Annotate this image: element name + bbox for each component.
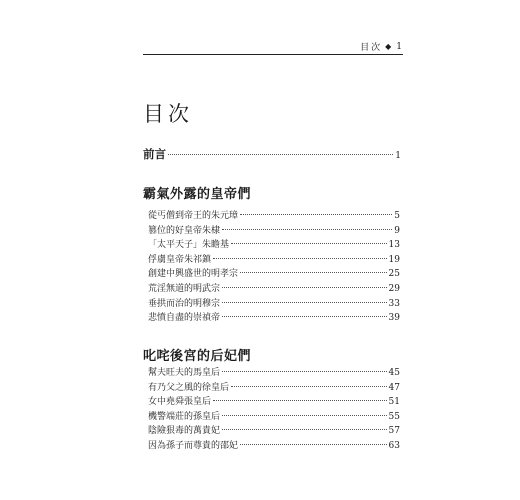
toc-list-emperors xyxy=(148,208,400,325)
toc-title: 目次 xyxy=(143,102,193,126)
toc-entry-page: 63 xyxy=(388,440,400,451)
toc-entry-page: 55 xyxy=(388,411,400,422)
dot-leader xyxy=(222,302,387,303)
toc-entry-label: 篡位的好皇帝朱棣 xyxy=(148,225,221,236)
toc-entry-label: 垂拱而治的明穆宗 xyxy=(148,298,221,309)
toc-entry[interactable] xyxy=(148,296,400,311)
toc-entry[interactable] xyxy=(148,438,400,453)
toc-entry-label: 因為孫子而尊貴的邵妃 xyxy=(148,440,239,451)
toc-entry[interactable] xyxy=(148,223,400,238)
header-rule xyxy=(143,54,403,55)
running-head-page-number: 1 xyxy=(396,41,404,52)
toc-entry-page: 39 xyxy=(388,313,400,324)
toc-entry[interactable] xyxy=(148,252,400,267)
dot-leader xyxy=(231,243,387,244)
toc-entry-page: 47 xyxy=(388,382,400,393)
toc-entry-page: 25 xyxy=(388,269,400,280)
toc-entry-page: 57 xyxy=(388,426,400,437)
dot-leader xyxy=(231,386,387,387)
toc-entry-label: 前言 xyxy=(143,147,166,161)
toc-entry[interactable] xyxy=(148,310,400,325)
toc-entry-label: 有乃父之風的徐皇后 xyxy=(148,382,230,393)
toc-entry[interactable] xyxy=(148,237,400,252)
dot-leader xyxy=(213,400,387,401)
dot-leader xyxy=(222,429,387,430)
toc-entry-page: 33 xyxy=(388,298,400,309)
toc-entry-page: 29 xyxy=(388,283,400,294)
toc-entry[interactable] xyxy=(148,281,400,296)
toc-entry-page: 9 xyxy=(394,225,400,236)
diamond-ornament-icon: ◆ xyxy=(385,42,394,51)
toc-entry[interactable] xyxy=(148,266,400,281)
toc-entry-page: 13 xyxy=(388,240,400,251)
toc-entry-label: 幫夫旺夫的馬皇后 xyxy=(148,368,221,378)
toc-entry-label: 機警端莊的孫皇后 xyxy=(148,411,221,422)
toc-entry-page: 1 xyxy=(395,151,401,161)
toc-entry-page: 51 xyxy=(388,397,400,408)
toc-entry-label: 悲憤自盡的崇禎帝 xyxy=(148,313,221,324)
toc-entry-page: 45 xyxy=(388,368,400,378)
toc-entry-label: 俘虜皇帝朱祁鎮 xyxy=(148,254,212,265)
dot-leader xyxy=(222,371,387,372)
dot-leader xyxy=(213,258,387,259)
toc-entry-label: 從丐僧到帝王的朱元璋 xyxy=(148,211,239,221)
toc-entry-label: 創建中興盛世的明孝宗 xyxy=(148,269,239,280)
toc-entry-page: 19 xyxy=(388,254,400,265)
toc-entry-label: 「太平天子」朱瞻基 xyxy=(148,240,230,251)
running-head xyxy=(360,40,404,53)
toc-entry-label: 荒淫無道的明武宗 xyxy=(148,283,221,294)
dot-leader xyxy=(222,415,387,416)
dot-leader xyxy=(222,287,387,288)
toc-entry-page: 5 xyxy=(394,211,400,221)
dot-leader xyxy=(240,272,387,273)
dot-leader xyxy=(222,316,387,317)
toc-list-consorts xyxy=(148,365,400,453)
toc-entry[interactable] xyxy=(148,394,400,409)
toc-entry-preface[interactable] xyxy=(143,146,401,162)
toc-entry-label: 女中堯舜張皇后 xyxy=(148,397,212,408)
toc-entry[interactable] xyxy=(148,380,400,395)
toc-entry-label: 陰險狠毒的萬貴妃 xyxy=(148,426,221,437)
toc-entry[interactable] xyxy=(148,365,400,380)
running-head-label: 目次 xyxy=(360,43,383,53)
dot-leader xyxy=(222,229,392,230)
dot-leader xyxy=(240,214,392,215)
dot-leader xyxy=(240,444,387,445)
section-heading-emperors: 霸氣外露的皇帝們 xyxy=(143,187,252,202)
section-heading-consorts: 叱咤後宮的后妃們 xyxy=(143,349,252,364)
toc-entry[interactable] xyxy=(148,409,400,424)
toc-entry[interactable] xyxy=(148,208,400,223)
toc-entry[interactable] xyxy=(148,423,400,438)
dot-leader xyxy=(168,154,393,155)
